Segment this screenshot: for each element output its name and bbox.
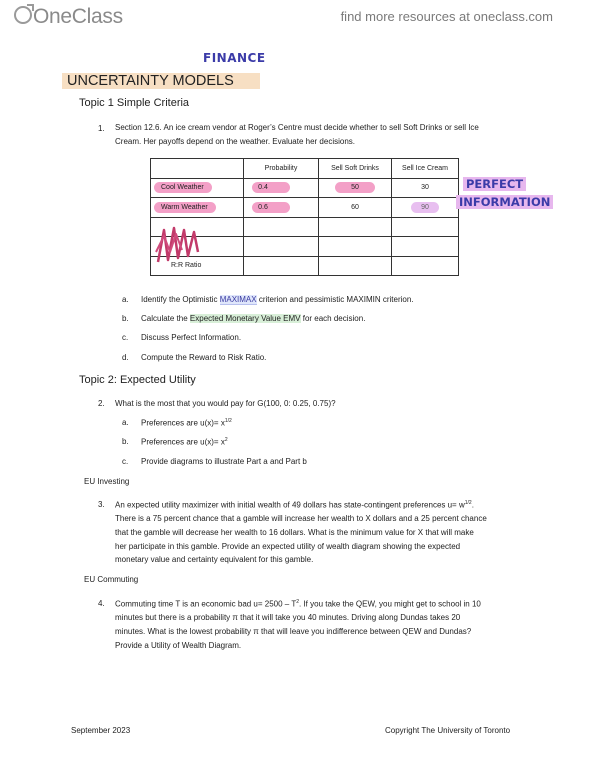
q4-line-text: Commuting time T is an economic bad u= 2500 – T <box>115 599 297 609</box>
table-row <box>151 178 459 198</box>
row-label: Cool Weather <box>154 182 212 193</box>
table-cell <box>244 256 319 276</box>
part-text: criterion and pessimistic MAXIMIN criterion. <box>256 295 414 304</box>
cell-value: 50 <box>335 182 375 193</box>
part-text: Identify the Optimistic <box>141 295 220 304</box>
cell-value: 90 <box>411 202 439 213</box>
part-text: for each decision. <box>300 314 366 323</box>
q1-part-d: Compute the Reward to Risk Ratio. <box>141 353 267 362</box>
table-cell: 30 <box>392 178 459 198</box>
logo-text: OneClass <box>33 5 123 28</box>
highlight-emv: Expected Monetary Value EMV <box>189 314 301 323</box>
q3-line: that the gamble will decrease her wealth to 16 dollars. What is the minimum value for X that will make <box>115 528 474 538</box>
part-letter: a. <box>122 295 129 304</box>
table-cell <box>392 217 459 237</box>
footer-date: September 2023 <box>71 726 131 735</box>
part-letter: a. <box>122 418 129 427</box>
q3-line <box>115 497 487 512</box>
table-cell: 60 <box>319 198 392 218</box>
superscript: 1/2 <box>464 500 472 506</box>
row-label: Warm Weather <box>154 202 216 213</box>
q4-line: minutes. What is the lowest probability π that will leave you indifference between QEW and Dundas? <box>115 627 472 637</box>
table-cell <box>392 256 459 276</box>
q4-text <box>115 596 481 652</box>
table-cell <box>392 198 459 218</box>
q3-line: There is a 75 percent chance that a gamble will increase her wealth to X dollars and a 25 percent chance <box>115 514 487 524</box>
q1-part-b <box>141 314 365 323</box>
table-cell <box>244 198 319 218</box>
table-cell <box>244 237 319 257</box>
q1-text <box>115 121 479 148</box>
q4-line: Provide a Utility of Wealth Diagram. <box>115 640 242 650</box>
table-cell <box>151 178 244 198</box>
oneclass-logo[interactable] <box>14 5 123 29</box>
eu-commuting-label: EU Commuting <box>84 575 139 584</box>
annotation-line: PERFECT <box>463 177 526 191</box>
q4-line <box>115 596 481 611</box>
annotation-line: INFORMATION <box>456 195 553 209</box>
q2-part-a <box>141 418 232 428</box>
part-text: Preferences are u(x)= x <box>141 418 225 428</box>
q3-line-text: An expected utility maximizer with initial wealth of 49 dollars has state-contingent preferences u= w <box>115 500 465 510</box>
q2-number: 2. <box>98 399 105 408</box>
part-text: Preferences are u(x)= x <box>141 437 225 447</box>
table-header-row <box>151 159 459 179</box>
highlight-maximax: MAXIMAX <box>219 295 257 304</box>
table-cell <box>151 198 244 218</box>
handwritten-finance: FINANCE <box>203 51 266 65</box>
header-tagline[interactable]: find more resources at oneclass.com <box>340 9 553 24</box>
handwritten-scribble <box>150 222 210 270</box>
q2-part-c: Provide diagrams to illustrate Part a and Part b <box>141 457 307 466</box>
q1-line: Cream. Her payoffs depend on the weather. Evaluate her decisions. <box>115 136 355 146</box>
superscript: 1/2 <box>224 418 232 424</box>
superscript: 2 <box>296 599 299 605</box>
topic2-heading: Topic 2: Expected Utility <box>79 374 196 386</box>
q2-text: What is the most that you would pay for G(100, 0: 0.25, 0.75)? <box>115 399 336 408</box>
q1-line: Section 12.6. An ice cream vendor at Roger’s Centre must decide whether to sell Soft Drinks or sell Ice <box>115 123 479 132</box>
q3-text <box>115 497 487 567</box>
part-letter: c. <box>122 333 129 342</box>
footer-copyright: Copyright The University of Toronto <box>385 726 511 735</box>
table-header: Probability <box>244 159 319 179</box>
handwritten-perfect-information <box>456 175 553 211</box>
table-cell: R:R Ratio <box>151 256 244 276</box>
q1-part-a <box>141 295 414 304</box>
table-header: Sell Soft Drinks <box>319 159 392 179</box>
q3-line: her participate in this gamble. Provide an expected utility of wealth diagram showing the expected <box>115 541 461 551</box>
table-cell <box>319 217 392 237</box>
part-letter: b. <box>122 437 129 446</box>
logo-o-icon <box>14 6 32 24</box>
table-cell <box>319 237 392 257</box>
table-header: Sell Ice Cream <box>392 159 459 179</box>
topic1-heading: Topic 1 Simple Criteria <box>79 97 190 109</box>
q3-line: monetary value and certainty equivalent for this gamble. <box>115 555 314 565</box>
superscript: 2 <box>224 437 228 443</box>
cell-value: 0.6 <box>252 202 290 213</box>
q2-part-b <box>141 437 228 447</box>
table-cell <box>244 217 319 237</box>
table-cell <box>319 178 392 198</box>
cell-value: 0.4 <box>252 182 290 193</box>
part-letter: d. <box>122 353 129 362</box>
q4-line-text: . If you take the QEW, you might get to school in 10 <box>299 599 481 609</box>
q1-part-c: Discuss Perfect Information. <box>141 333 242 342</box>
q4-line: minutes but there is a probability π that it will take you 40 minutes. Driving along Dundas takes 20 <box>115 613 461 623</box>
table-cell <box>319 256 392 276</box>
eu-investing-label: EU Investing <box>84 477 130 486</box>
q1-number: 1. <box>98 124 105 133</box>
q3-number: 3. <box>98 500 105 509</box>
part-text: Calculate the <box>141 314 190 323</box>
q4-number: 4. <box>98 599 105 608</box>
part-letter: c. <box>122 457 129 466</box>
table-row <box>151 198 459 218</box>
table-cell <box>151 159 244 179</box>
page-title: UNCERTAINTY MODELS <box>62 73 260 89</box>
part-letter: b. <box>122 314 129 323</box>
table-cell <box>392 237 459 257</box>
q3-line-text: . <box>471 500 474 510</box>
table-cell <box>244 178 319 198</box>
